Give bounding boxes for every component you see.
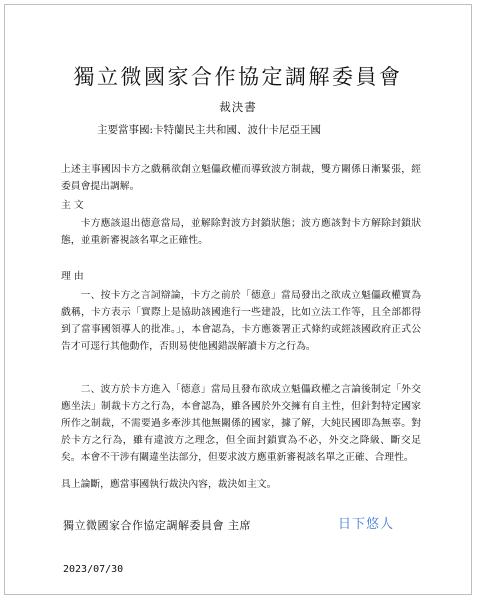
reason-paragraph-1: 一、按卡方之言詞辯論，卡方之前於「德意」當局發出之欲成立魁儡政權實為戲稱，卡方表示「實際上是協助該國進行一些建設，比如立法工作等，且全部都得到了當事國領導人的批准。」，本會認為，卡方應簽署正式條約或經該國政府正式公告才可逕行其他動作，否則易使他國錯誤解讀卡方之行為。 — [61, 290, 421, 352]
reason-paragraph-2: 二、波方於卡方進入「德意」當局且發布欲成立魁儡政權之言論後制定「外交應坐法」制裁卡方之行為，本會認為，雖各國於外交擁有自主性，但針對特定國家所作之制裁，不需要過多牽涉其他無關係的國家，據了解，大純民國即為無辜。對於卡方之行為，雖有違波方之理念，但全面封鎖實為不必，外交之降級、斷交足矣。本會不干涉有關違坐法部分，但要求波方應重新審視該名單之正確、合理性。 — [61, 384, 421, 463]
signature-name: 日下悠人 — [338, 517, 395, 532]
document-date: 2023/07/30 — [63, 564, 124, 575]
main-text-label: 主 文 — [61, 200, 84, 211]
document-subtitle: 裁決書 — [219, 100, 257, 114]
document-page — [4, 4, 472, 595]
parties-line: 主要當事國:卡特蘭民主共和國、波什卡尼亞王國 — [97, 124, 322, 136]
main-text-paragraph: 卡方應該退出德意當局，並解除對波方封鎖狀態；波方應該對卡方解除封鎖狀態，並重新審視該名單之正確性。 — [61, 218, 421, 246]
signature-organization: 獨立微國家合作協定調解委員會 主席 — [63, 519, 251, 532]
reason-label: 理 由 — [61, 271, 84, 282]
intro-paragraph: 上述主事國因卡方之戲稱欲創立魁儡政權而導致波方制裁，雙方關係日漸緊張，經委員會提出調解。 — [61, 164, 421, 192]
conclusion-paragraph: 具上論斷，應當事國執行裁決內容，裁決如主文。 — [61, 479, 277, 490]
document-title: 獨立微國家合作協定調解委員會 — [73, 65, 403, 89]
